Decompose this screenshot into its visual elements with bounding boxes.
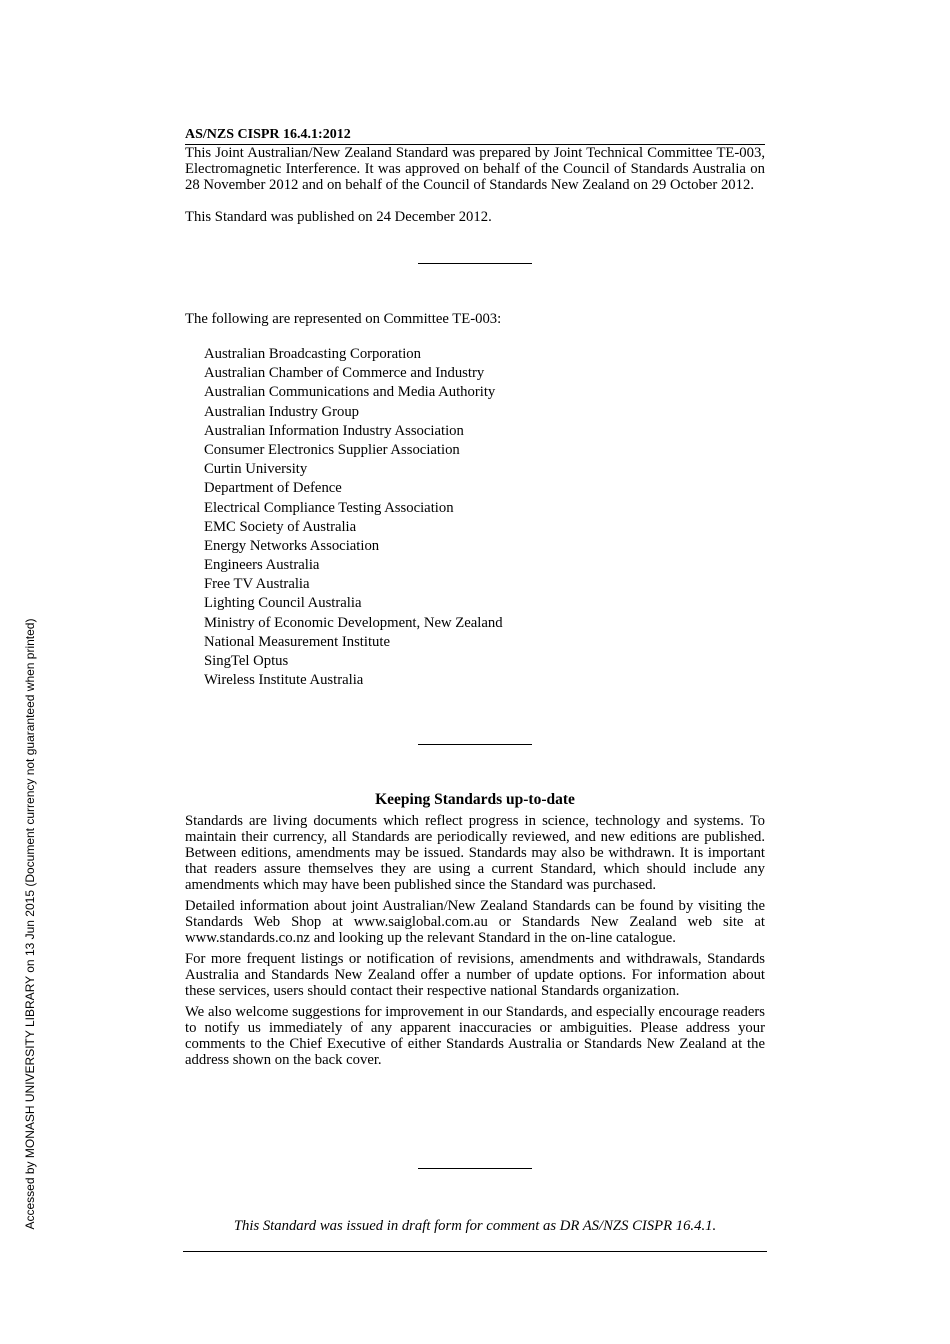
- committee-member: Wireless Institute Australia: [204, 672, 364, 689]
- committee-member: Australian Chamber of Commerce and Industry: [204, 365, 485, 382]
- footer-rule: [183, 1251, 767, 1252]
- committee-member: Australian Information Industry Association: [204, 422, 464, 439]
- committee-member: EMC Society of Australia: [204, 518, 357, 535]
- keeping-paragraph: We also welcome suggestions for improvement in our Standards, and especially encourage readers to notify us immediately of any apparent inaccuracies or ambiguities. Please address your comments to the Chief Executive of either Standards Australia or Standards New Zealand at the address shown on the back cover.: [185, 1004, 765, 1068]
- keeping-paragraph: Detailed information about joint Australian/New Zealand Standards can be found by visiting the Standards Web Shop at www.saiglobal.com.au or Standards New Zealand web site at www.standards.co.nz and looking up the relevant Standard in the on-line catalogue.: [185, 898, 765, 946]
- section-divider: [418, 744, 532, 745]
- committee-member: Consumer Electronics Supplier Association: [204, 441, 460, 458]
- committee-member: Free TV Australia: [204, 576, 310, 593]
- committee-member: Ministry of Economic Development, New Zealand: [204, 614, 503, 631]
- committee-member: Australian Communications and Media Authority: [204, 384, 496, 401]
- committee-member: Lighting Council Australia: [204, 595, 362, 612]
- committee-member: Australian Broadcasting Corporation: [204, 346, 421, 362]
- keeping-standards-heading: Keeping Standards up-to-date: [375, 791, 575, 808]
- section-divider: [418, 1168, 532, 1169]
- committee-intro: The following are represented on Committee TE-003:: [185, 311, 502, 327]
- committee-member: Engineers Australia: [204, 557, 320, 574]
- committee-member: Department of Defence: [204, 480, 342, 497]
- committee-member: National Measurement Institute: [204, 633, 390, 650]
- committee-member: SingTel Optus: [204, 653, 289, 669]
- committee-member: Energy Networks Association: [204, 537, 380, 554]
- committee-member: Electrical Compliance Testing Association: [204, 499, 454, 516]
- access-notice: Accessed by MONASH UNIVERSITY LIBRARY on 13 Jun 2015 (Document currency not guaranteed when printed): [23, 618, 37, 1230]
- keeping-standards-body: [185, 813, 765, 1073]
- preparation-paragraph: This Joint Australian/New Zealand Standard was prepared by Joint Technical Committee TE-003, Electromagnetic Interference. It was approved on behalf of the Council of Standards Australia on 28 November 2012 and on behalf of the Council of Standards New Zealand on 29 October 2012.: [185, 145, 765, 193]
- keeping-paragraph: For more frequent listings or notification of revisions, amendments and withdrawals, Standards Australia and Standards New Zealand offer a number of update options. For information about these services, users should contact their respective national Standards organization.: [185, 951, 765, 999]
- publication-date-line: This Standard was published on 24 December 2012.: [185, 209, 492, 225]
- keeping-paragraph: Standards are living documents which reflect progress in science, technology and systems. To maintain their currency, all Standards are periodically reviewed, and new editions are published. Between editions, amendments may be issued. Standards may also be withdrawn. It is important that readers assure themselves they are using a current Standard, which should include any amendments which may have been published since the Standard was purchased.: [185, 813, 765, 893]
- committee-member: Curtin University: [204, 461, 308, 478]
- draft-note: This Standard was issued in draft form for comment as DR AS/NZS CISPR 16.4.1.: [233, 1218, 717, 1234]
- committee-member-list: [204, 345, 503, 690]
- committee-member: Australian Industry Group: [204, 403, 360, 420]
- section-divider: [418, 263, 532, 264]
- document-id-header: AS/NZS CISPR 16.4.1:2012: [185, 127, 765, 145]
